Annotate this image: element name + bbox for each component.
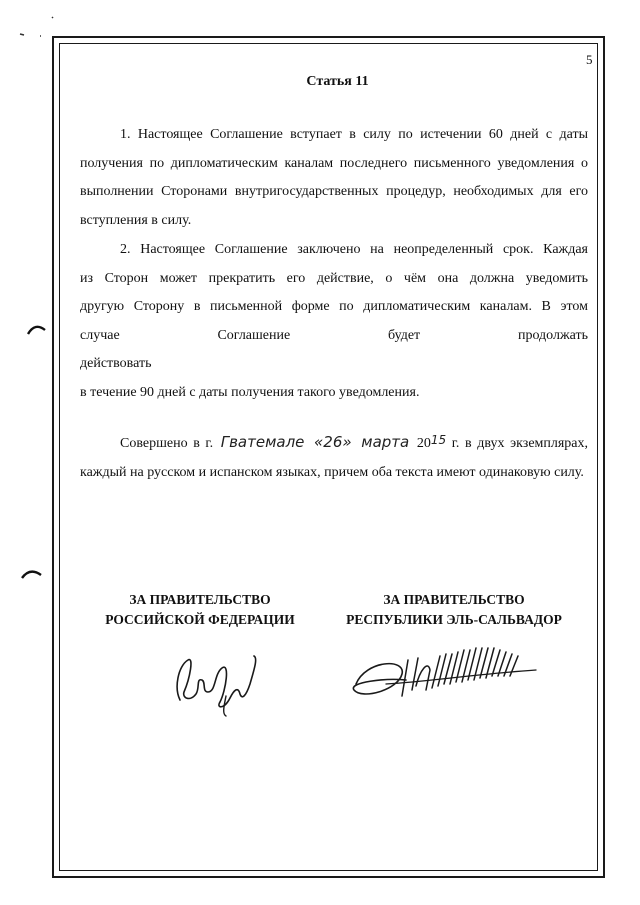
- signatory-russia-line2: РОССИЙСКОЙ ФЕДЕРАЦИИ: [105, 612, 295, 627]
- paragraph-2-line: в течение 90 дней с даты получения такого уведомления.: [80, 384, 420, 400]
- conclusion-suffix: г. в двух экземплярах, каждый на русском и испанском языках, причем оба текста имеют одинаковую силу.: [80, 436, 589, 480]
- handwritten-day: «26»: [314, 433, 352, 451]
- signatory-el-salvador: [334, 590, 574, 630]
- article-heading: Статья 11: [306, 74, 369, 89]
- scan-mark-top: [18, 14, 58, 44]
- scan-mark-low: [20, 566, 44, 582]
- paragraph-2-line: другую Сторону в письменной форме по дипломатическим каналам. В этом: [80, 299, 588, 314]
- year-printed-prefix: 20: [416, 436, 431, 451]
- signature-el-salvador: [346, 640, 546, 710]
- paragraph-2-line: из Сторон может прекратить его действие, о чём она должна уведомить: [80, 270, 588, 286]
- scan-mark-mid: [26, 320, 48, 336]
- handwritten-year: 15: [430, 433, 447, 447]
- signature-russia: [160, 648, 270, 718]
- paragraph-2-line: случае Соглашение будет продолжать действовать: [80, 327, 588, 371]
- conclusion-paragraph: [80, 426, 588, 487]
- paragraph-2-line: 2. Настоящее Соглашение заключено на неопределенный срок. Каждая: [120, 242, 588, 257]
- paragraph-2: [80, 236, 588, 407]
- signatory-el-salvador-line2: РЕСПУБЛИКИ ЭЛЬ-САЛЬВАДОР: [346, 612, 562, 627]
- signatory-russia-line1: ЗА ПРАВИТЕЛЬСТВО: [129, 592, 271, 607]
- page-number: 5: [586, 52, 593, 67]
- conclusion-prefix: Совершено в г.: [120, 436, 214, 451]
- signatory-el-salvador-line1: ЗА ПРАВИТЕЛЬСТВО: [383, 592, 525, 607]
- handwritten-city: Гватемале: [220, 433, 305, 451]
- paragraph-1: 1. Настоящее Соглашение вступает в силу по истечении 60 дней с даты получения по дипломатическим каналам последнего письменного уведомления о выполнении Сторонами внутригосударственных процедур, необходимых для его вступления в силу.: [80, 127, 588, 228]
- handwritten-month: марта: [361, 433, 410, 451]
- signatory-russia: [80, 590, 320, 630]
